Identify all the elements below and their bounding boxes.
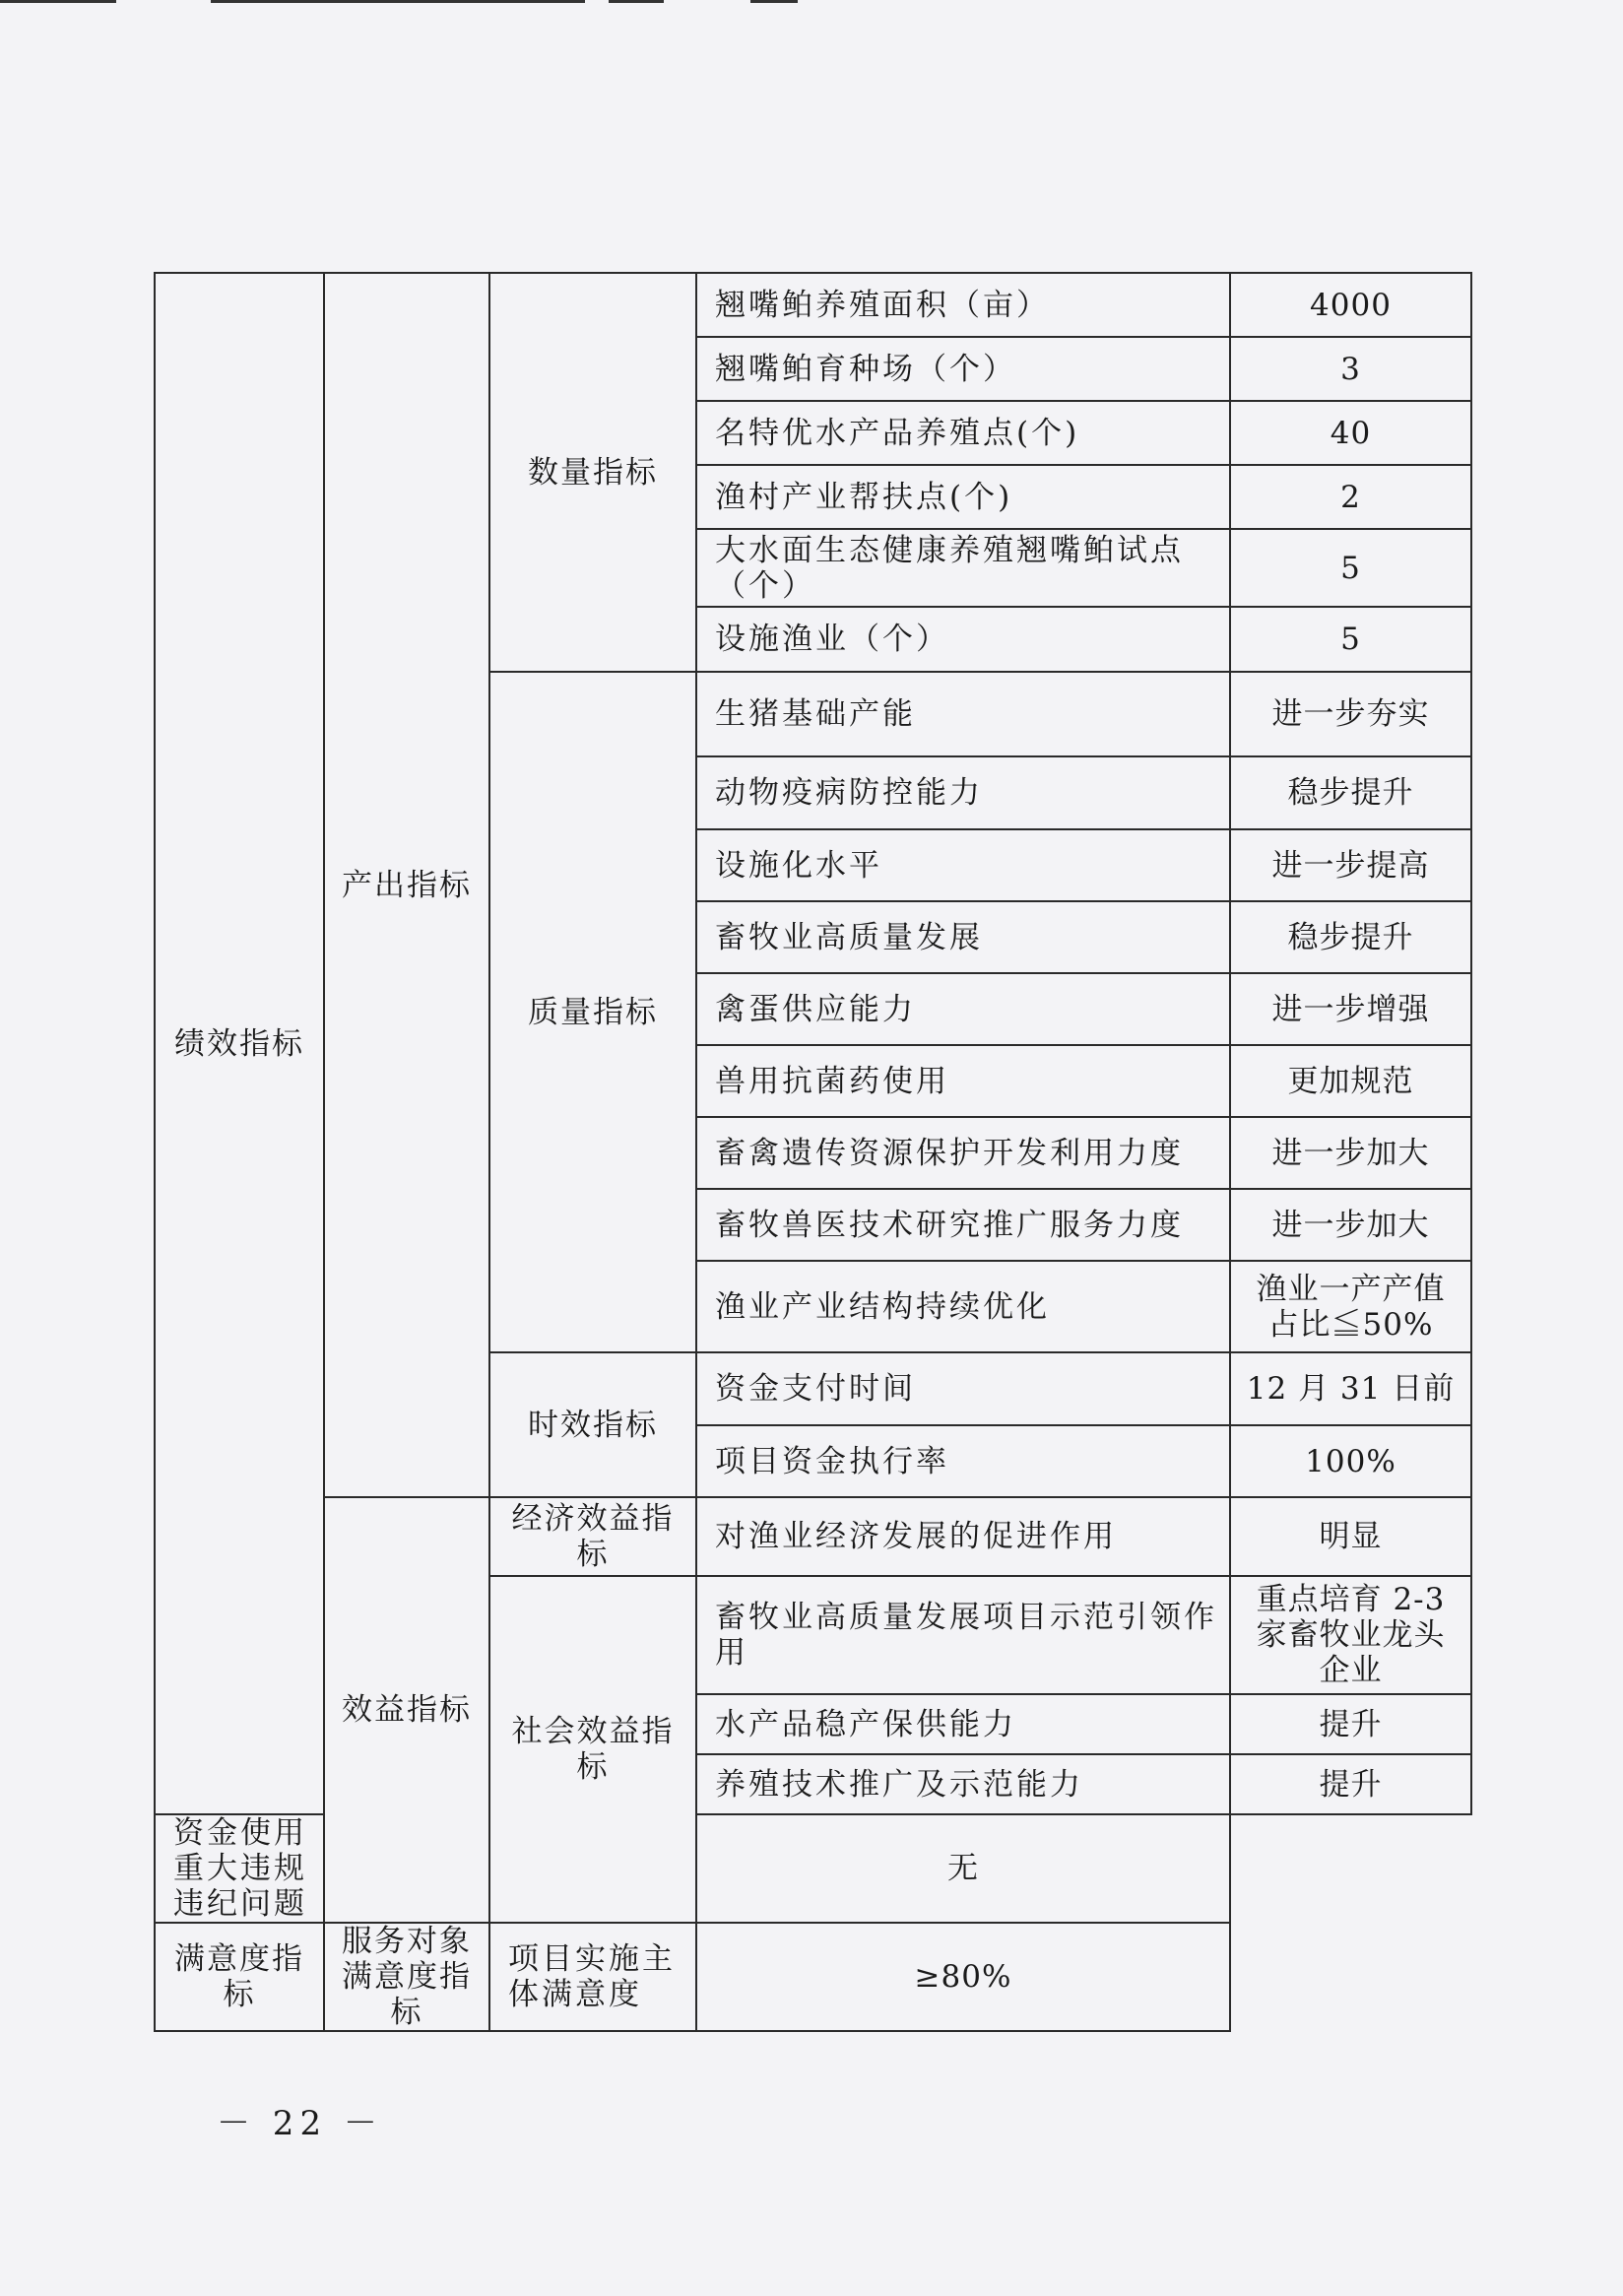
indicator-item: 生猪基础产能 bbox=[696, 672, 1230, 756]
indicator-item: 翘嘴鲌育种场（个） bbox=[696, 337, 1230, 401]
level1-performance-cell: 绩效指标 bbox=[155, 273, 324, 1814]
indicator-value: 5 bbox=[1230, 607, 1471, 672]
table-row bbox=[155, 1923, 1471, 2031]
indicator-item: 畜牧业高质量发展 bbox=[696, 901, 1230, 973]
level3-quality-cell: 质量指标 bbox=[489, 672, 696, 1352]
performance-indicator-table bbox=[154, 272, 1472, 2032]
indicator-value: 稳步提升 bbox=[1230, 901, 1471, 973]
indicator-value: ≥80% bbox=[696, 1923, 1230, 2031]
indicator-item: 名特优水产品养殖点(个) bbox=[696, 401, 1230, 465]
indicator-value: 100% bbox=[1230, 1425, 1471, 1497]
indicator-item: 畜牧兽医技术研究推广服务力度 bbox=[696, 1189, 1230, 1261]
indicator-item: 渔业产业结构持续优化 bbox=[696, 1261, 1230, 1352]
indicator-value: 40 bbox=[1230, 401, 1471, 465]
indicator-value: 5 bbox=[1230, 529, 1471, 607]
indicator-item: 大水面生态健康养殖翘嘴鲌试点（个） bbox=[696, 529, 1230, 607]
indicator-item: 设施化水平 bbox=[696, 829, 1230, 901]
level3-social-cell: 社会效益指标 bbox=[489, 1576, 696, 1923]
indicator-item: 畜牧业高质量发展项目示范引领作用 bbox=[696, 1576, 1230, 1694]
table-row bbox=[155, 1497, 1471, 1576]
indicator-value: 12 月 31 日前 bbox=[1230, 1352, 1471, 1425]
indicator-value: 提升 bbox=[1230, 1694, 1471, 1754]
indicator-item: 畜禽遗传资源保护开发利用力度 bbox=[696, 1117, 1230, 1189]
indicator-value: 进一步加大 bbox=[1230, 1189, 1471, 1261]
level3-timeliness-cell: 时效指标 bbox=[489, 1352, 696, 1497]
indicator-item: 翘嘴鲌养殖面积（亩） bbox=[696, 273, 1230, 337]
indicator-value: 重点培育 2-3 家畜牧业龙头企业 bbox=[1230, 1576, 1471, 1694]
indicator-value: 进一步增强 bbox=[1230, 973, 1471, 1045]
indicator-value: 3 bbox=[1230, 337, 1471, 401]
level3-quantity-cell: 数量指标 bbox=[489, 273, 696, 672]
indicator-item: 项目实施主体满意度 bbox=[489, 1923, 696, 2031]
indicator-item: 资金支付时间 bbox=[696, 1352, 1230, 1425]
indicator-value: 稳步提升 bbox=[1230, 756, 1471, 829]
table-row bbox=[155, 273, 1471, 337]
indicator-item: 动物疫病防控能力 bbox=[696, 756, 1230, 829]
indicator-item: 禽蛋供应能力 bbox=[696, 973, 1230, 1045]
indicator-value: 明显 bbox=[1230, 1497, 1471, 1576]
indicator-value: 无 bbox=[696, 1814, 1230, 1923]
indicator-item: 兽用抗菌药使用 bbox=[696, 1045, 1230, 1117]
indicator-item: 资金使用重大违规违纪问题 bbox=[155, 1814, 324, 1923]
indicator-value: 更加规范 bbox=[1230, 1045, 1471, 1117]
indicator-value: 进一步夯实 bbox=[1230, 672, 1471, 756]
indicator-value: 进一步加大 bbox=[1230, 1117, 1471, 1189]
indicator-item: 渔村产业帮扶点(个) bbox=[696, 465, 1230, 529]
indicator-value: 2 bbox=[1230, 465, 1471, 529]
indicator-item: 设施渔业（个） bbox=[696, 607, 1230, 672]
level2-benefit-cell: 效益指标 bbox=[324, 1497, 489, 1923]
indicator-item: 养殖技术推广及示范能力 bbox=[696, 1754, 1230, 1814]
top-edge-marks bbox=[0, 0, 1623, 6]
page-number: － 22 － bbox=[217, 2104, 383, 2143]
indicator-item: 对渔业经济发展的促进作用 bbox=[696, 1497, 1230, 1576]
level2-output-cell: 产出指标 bbox=[324, 273, 489, 1497]
level3-service-cell: 服务对象满意度指标 bbox=[324, 1923, 489, 2031]
indicator-value: 4000 bbox=[1230, 273, 1471, 337]
level2-satisfaction-cell: 满意度指标 bbox=[155, 1923, 324, 2031]
level3-economic-cell: 经济效益指标 bbox=[489, 1497, 696, 1576]
indicator-value: 渔业一产产值占比≦50% bbox=[1230, 1261, 1471, 1352]
indicator-item: 水产品稳产保供能力 bbox=[696, 1694, 1230, 1754]
indicator-item: 项目资金执行率 bbox=[696, 1425, 1230, 1497]
indicator-value: 进一步提高 bbox=[1230, 829, 1471, 901]
indicator-value: 提升 bbox=[1230, 1754, 1471, 1814]
